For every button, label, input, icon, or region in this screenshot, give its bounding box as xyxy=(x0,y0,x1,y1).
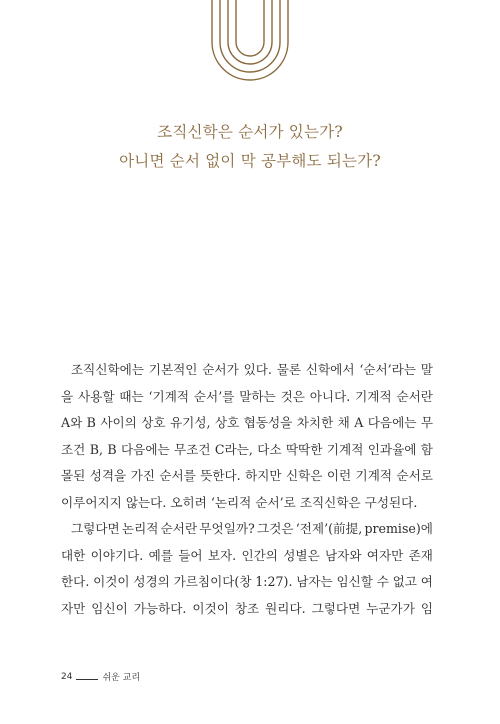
heading-line-2: 아니면 순서 없이 막 공부해도 되는가? xyxy=(119,152,381,170)
text-line: 한다. 이것이 성경의 가르침이다(창 1:27). 남자는 임신할 수 없고 여 xyxy=(61,574,433,589)
page-footer xyxy=(61,670,140,683)
text-line: 대한 이야기다. 예를 들어 보자. 인간의 성별은 남자와 여자만 존재 xyxy=(61,547,433,563)
text-line: 몰된 성격을 가진 순서를 뜻한다. 하지만 신학은 이런 기계적 순서로 xyxy=(61,468,433,483)
body-text xyxy=(61,357,433,622)
text-line: A와 B 사이의 상호 유기성, 상호 협동성을 차치한 채 A 다음에는 무 xyxy=(61,415,433,430)
chapter-heading xyxy=(0,118,500,176)
nested-arch-icon xyxy=(208,0,292,84)
text-line: 을 사용할 때는 ‘기계적 순서’를 말하는 것은 아니다. 기계적 순서란 xyxy=(61,388,433,404)
text-line: 자만 임신이 가능하다. 이것이 창조 원리다. 그렇다면 누군가가 임 xyxy=(61,600,433,616)
text-line: 이루어지지 않는다. 오히려 ‘논리적 순서’로 조직신학은 구성된다. xyxy=(61,494,418,510)
text-line: 조직신학에는 기본적인 순서가 있다. 물론 신학에서 ‘순서’라는 말 xyxy=(71,362,433,377)
heading-line-1: 조직신학은 순서가 있는가? xyxy=(157,123,343,141)
text-line: 조건 B, B 다음에는 무조건 C라는, 다소 딱딱한 기계적 인과율에 함 xyxy=(61,441,433,457)
text-line: 그렇다면 논리적 순서란 무엇일까? 그것은 ‘전제’(前提, premise)에 xyxy=(71,521,433,536)
book-title: 쉬운 교리 xyxy=(102,673,141,683)
page-number: 24 xyxy=(61,671,73,682)
footer-rule xyxy=(76,674,98,680)
